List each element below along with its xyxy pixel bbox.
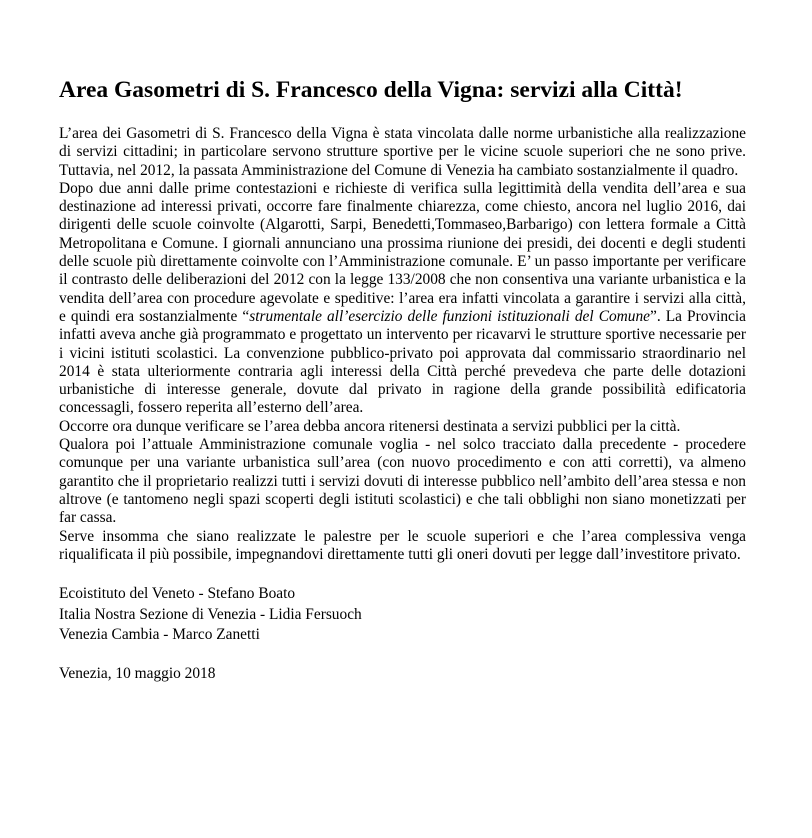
document-body xyxy=(59,125,746,564)
signature-line: Italia Nostra Sezione di Venezia - Lidia Fersuoch xyxy=(59,605,362,623)
signature-line: Venezia Cambia - Marco Zanetti xyxy=(59,626,260,644)
paragraph-intro: L’area dei Gasometri di S. Francesco della Vigna è stata vincolata dalle norme urbanistiche alla realizzazione di servizi cittadini; in particolare servono strutture sportive per le vicine scuole superiori che ne sono prive. Tuttavia, nel 2012, la passata Amministrazione del Comune di Venezia ha cambiato sostanzialmente il quadro. xyxy=(59,125,746,179)
paragraph-zoning-variant: Qualora poi l’attuale Amministrazione comunale voglia - nel solco tracciato dalla precedente - procedere comunque per una variante urbanistica sull’area (con nuovo procedimento e con atti corretti), va almeno garantito che il proprietario realizzi tutti i servizi dovuti di interesse pubblico nell’ambito dell’area stessa e non altrove (e tantomeno negli spazi scoperti degli istituti scolastici) e che tali obblighi non siano monetizzati per far cassa. xyxy=(59,436,746,527)
document-page xyxy=(59,76,746,683)
document-date: Venezia, 10 maggio 2018 xyxy=(59,664,216,682)
paragraph-public-services: Occorre ora dunque verificare se l’area debba ancora ritenersi destinata a servizi pubblici per la città. xyxy=(59,417,681,435)
paragraph-gyms: Serve insomma che siano realizzate le palestre per le scuole superiori e che l’area complessiva venga riqualificata il più possibile, impegnandovi direttamente tutti gli oneri dovuti per legge dall’investitore privato. xyxy=(59,527,746,563)
quoted-italic-text: strumentale all’esercizio delle funzioni istituzionali del Comune xyxy=(249,307,651,325)
document-title: Area Gasometri di S. Francesco della Vigna: servizi alla Città! xyxy=(59,77,683,103)
paragraph-text: ”. La Provincia infatti aveva anche già programmato e progettato un intervento per ricavarvi le strutture sportive necessarie per i vicini istituti scolastici. La convenzione pubblico-privato poi approvata dal commissario straordinario nel 2014 è stata ulteriormente contraria agli interessi della Città perché prevedeva che parte delle dotazioni urbanistiche di interesse generale, dovute dal privato in ragione della grande possibilità edificatoria concessagli, fossero reperita all’esterno dell’area. xyxy=(59,307,746,417)
paragraph-verification xyxy=(59,180,746,418)
signature-list xyxy=(59,584,746,646)
paragraph-text: Dopo due anni dalle prime contestazioni e richieste di verifica sulla legittimità della vendita dell’area e sua destinazione ad interessi privati, occorre fare finalmente chiarezza, come chiesto, ancora nel luglio 2016, dai dirigenti delle scuole coinvolte (Algarotti, Sarpi, Benedetti,Tommaseo,Barbarigo) con lettera formale a Città Metropolitana e Comune. I giornali annunciano una prossima riunione dei presidi, dei docenti e degli studenti delle scuole più direttamente coinvolte con l’Amministrazione comunale. E’ un passo importante per verificare il contrasto delle deliberazioni del 2012 con la legge 133/2008 che non consentiva una variante urbanistica e la vendita dell’area con procedure agevolate e speditive: l’area era infatti vincolata a garantire i servizi alla città, e quindi era sostanzialmente “ xyxy=(59,179,746,325)
signature-line: Ecoistituto del Veneto - Stefano Boato xyxy=(59,585,296,603)
